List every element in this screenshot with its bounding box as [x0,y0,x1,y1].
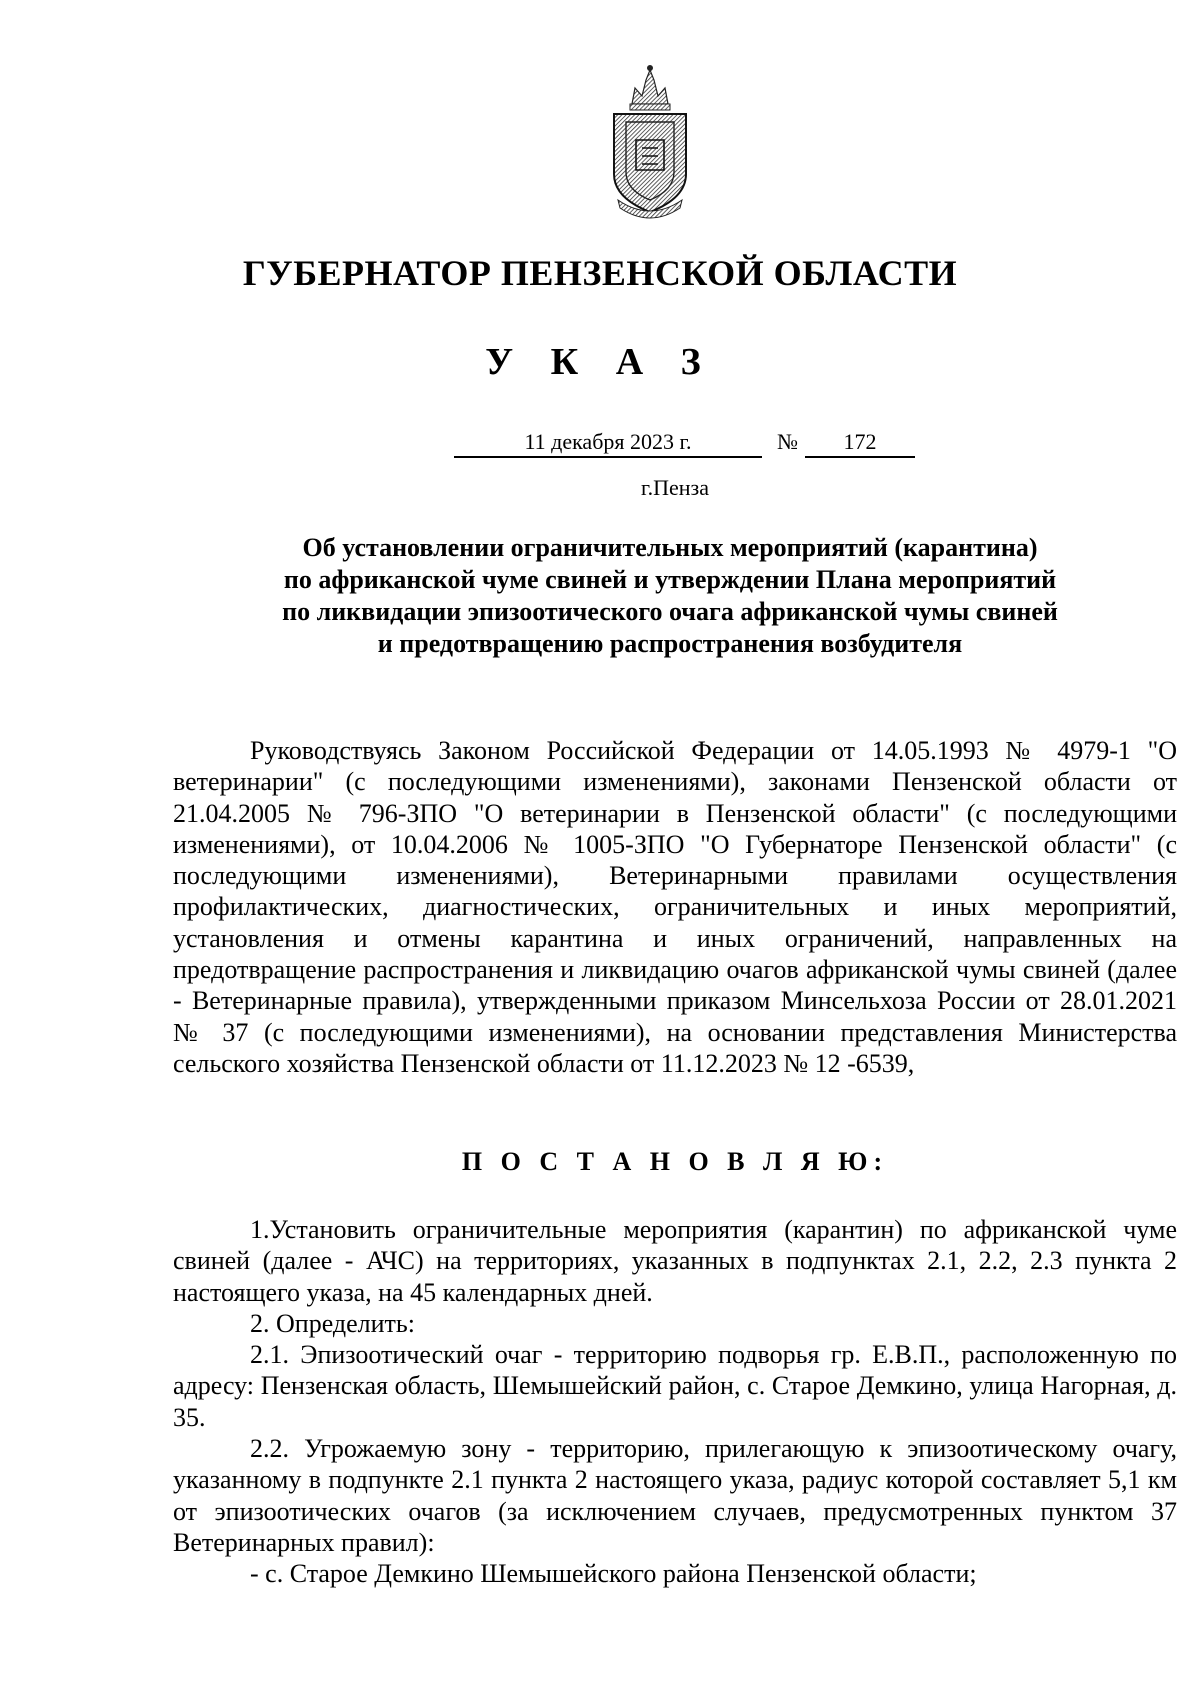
clause-paragraph: 2.2. Угрожаемую зону - территорию, прилегающую к эпизоотическому очагу, указанному в подпункте 2.1 пункта 2 настоящего указа, радиус которой составляет 5,1 км от эпизоотических очагов (за исключением случаев, предусмотренных пунктом 37 Ветеринарных правил): [173,1434,1177,1557]
clauses [173,1214,1177,1590]
clause-paragraph: - с. Старое Демкино Шемышейского района Пензенской области; [250,1559,977,1589]
city-label: г.Пенза [641,475,709,500]
subject-line: по африканской чуме свиней и утверждении Плана мероприятий [283,565,1057,594]
clause-paragraph: 2. Определить: [250,1308,415,1338]
clause-paragraph: 2.1. Эпизоотический очаг - территорию подворья гр. Е.В.П., расположенную по адресу: Пензенская область, Шемышейский район, с. Старое Демкино, улица Нагорная, д. 35. [173,1340,1177,1432]
decree-subject [160,532,1180,660]
subject-line: Об установлении ограничительных мероприятий (карантина) [302,533,1038,562]
preamble-paragraph: Руководствуясь Законом Российской Федерации от 14.05.1993 № 4979-1 "О ветеринарии" (с последующими изменениями), законами Пензенской области от 21.04.2005 № 796-ЗПО "О ветеринарии в Пензенской области" (с последующими изменениями), от 10.04.2006 № 1005-ЗПО "О Губернаторе Пензенской области" (с последующими изменениями), Ветеринарными правилами осуществления профилактических, диагностических, ограничительных и иных мероприятий, установления и отмены карантина и иных ограничений, направленных на предотвращение распространения и ликвидацию очагов африканской чумы свиней (далее - Ветеринарные правила), утвержденными приказом Минсельхоза России от 28.01.2021 № 37 (с последующими изменениями), на основании представления Министерства сельского хозяйства Пензенской области от 11.12.2023 № 12 -6539, [173,736,1177,1078]
subject-line: по ликвидации эпизоотического очага африканской чумы свиней [282,597,1058,626]
coat-of-arms-icon [602,62,698,220]
decree-date: 11 декабря 2023 г. [454,428,762,458]
number-sign: № [777,429,798,454]
clause-paragraph: 1.Установить ограничительные мероприятия (карантин) по африканской чуме свиней (далее - АЧС) на территориях, указанных в подпунктах 2.1, 2.2, 2.3 пункта 2 настоящего указа, на 45 календарных дней. [173,1215,1177,1307]
document-type: У К А З [485,341,715,383]
resolve-heading: П О С Т А Н О В Л Я Ю: [461,1147,889,1176]
preamble [173,735,1177,1079]
decree-number: 172 [805,428,915,458]
governor-title: ГУБЕРНАТОР ПЕНЗЕНСКОЙ ОБЛАСТИ [242,253,958,293]
subject-line: и предотвращению распространения возбудителя [377,629,963,658]
